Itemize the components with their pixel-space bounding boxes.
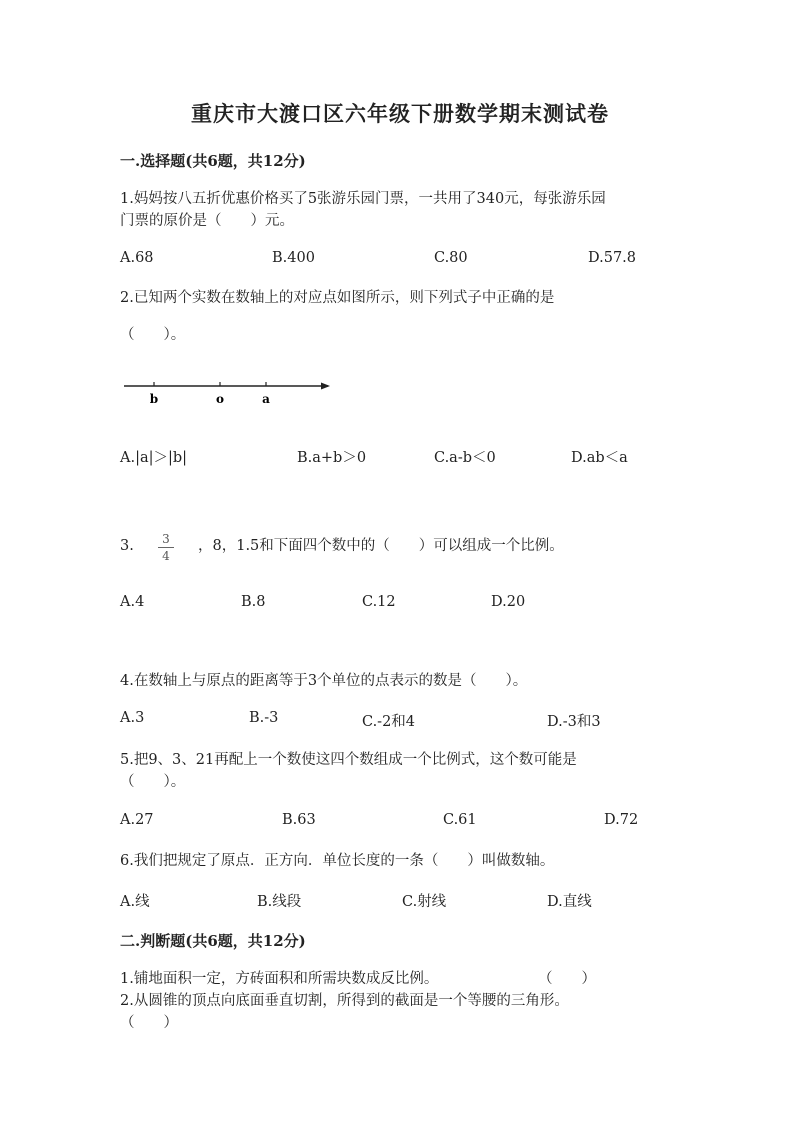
question-4-option-d: D.-3和3 bbox=[547, 714, 601, 730]
fraction-numerator: 3 bbox=[162, 532, 170, 546]
question-6-text: 6.我们把规定了原点．正方向．单位长度的一条（ ）叫做数轴。 bbox=[120, 853, 555, 869]
question-4-option-a: A.3 bbox=[120, 710, 145, 726]
judgment-1-text: 1.铺地面积一定，方砖面积和所需块数成反比例。 bbox=[120, 971, 439, 987]
question-6-option-b: B.线段 bbox=[257, 894, 302, 910]
question-1-option-b: B.400 bbox=[272, 250, 315, 266]
judgment-1-blank: （ ） bbox=[538, 971, 596, 987]
question-3-text: ，8，1.5和下面四个数中的（ ）可以组成一个比例。 bbox=[198, 538, 564, 554]
section-heading-judgment: 二.判断题(共6题，共12分) bbox=[120, 932, 306, 950]
question-4-text: 4.在数轴上与原点的距离等于3个单位的点表示的数是（ ）。 bbox=[120, 673, 528, 689]
exam-title: 重庆市大渡口区六年级下册数学期末测试卷 bbox=[191, 101, 609, 126]
question-4-option-c: C.-2和4 bbox=[362, 714, 416, 730]
question-5-line1: 5.把9、3、21再配上一个数使这四个数组成一个比例式，这个数可能是 bbox=[120, 752, 577, 768]
question-3-option-a: A.4 bbox=[120, 594, 145, 610]
question-1-option-d: D.57.8 bbox=[588, 250, 637, 266]
question-1-line2: 门票的原价是（ ）元。 bbox=[120, 213, 294, 229]
question-2-line1: 2.已知两个实数在数轴上的对应点如图所示，则下列式子中正确的是 bbox=[120, 290, 555, 306]
question-5-line2: （ ）。 bbox=[120, 774, 186, 790]
question-1-option-c: C.80 bbox=[434, 250, 468, 266]
number-line-label-b: b bbox=[149, 392, 159, 406]
question-5-option-a: A.27 bbox=[120, 812, 154, 828]
question-3-option-c: C.12 bbox=[362, 594, 396, 610]
question-2-option-d: D.ab＜a bbox=[571, 450, 628, 466]
question-5-option-c: C.61 bbox=[443, 812, 477, 828]
section-heading-choice: 一.选择题(共6题，共12分) bbox=[120, 152, 306, 170]
judgment-2-line1: 2.从圆锥的顶点向底面垂直切割，所得到的截面是一个等腰的三角形。 bbox=[120, 993, 569, 1009]
question-6-option-a: A.线 bbox=[120, 894, 150, 910]
question-1-option-a: A.68 bbox=[120, 250, 154, 266]
question-3-fraction bbox=[158, 532, 174, 563]
fraction-denominator: 4 bbox=[162, 549, 170, 563]
question-2-option-b: B.a+b＞0 bbox=[297, 450, 367, 466]
question-5-option-d: D.72 bbox=[604, 812, 639, 828]
question-3-option-b: B.8 bbox=[241, 594, 266, 610]
question-2-line2: （ ）。 bbox=[120, 327, 186, 343]
fraction-bar bbox=[158, 547, 174, 548]
number-line-arrow bbox=[321, 383, 330, 390]
question-3-option-d: D.20 bbox=[491, 594, 526, 610]
question-5-option-b: B.63 bbox=[282, 812, 316, 828]
judgment-2-line2: （ ） bbox=[120, 1015, 178, 1031]
question-2-option-c: C.a-b＜0 bbox=[434, 450, 496, 466]
question-2-option-a: A.|a|＞|b| bbox=[120, 450, 188, 466]
question-6-option-c: C.射线 bbox=[402, 894, 447, 910]
question-4-option-b: B.-3 bbox=[249, 710, 279, 726]
question-1-line1: 1.妈妈按八五折优惠价格买了5张游乐园门票，一共用了340元，每张游乐园 bbox=[120, 191, 606, 207]
number-line-figure bbox=[118, 372, 338, 408]
question-6-option-d: D.直线 bbox=[547, 894, 592, 910]
question-3-number: 3. bbox=[120, 538, 134, 554]
number-line-label-o: o bbox=[215, 392, 225, 406]
number-line-label-a: a bbox=[262, 392, 270, 406]
